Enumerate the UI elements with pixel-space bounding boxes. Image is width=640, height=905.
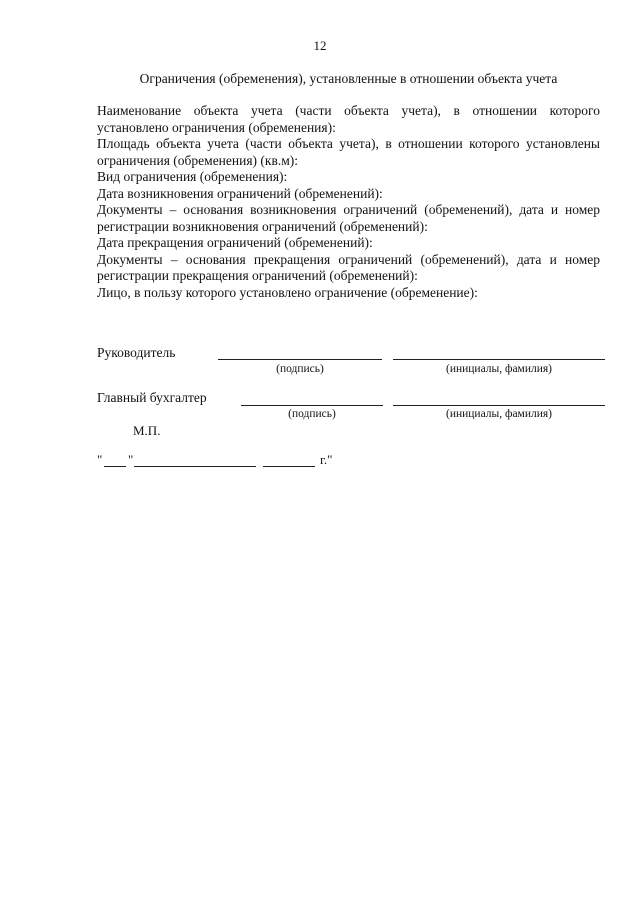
accountant-name-caption: (инициалы, фамилия) (445, 408, 553, 420)
date-year-line (263, 466, 315, 467)
accountant-signature-line (241, 405, 383, 406)
field-restriction-type: Вид ограничения (обременения): (97, 169, 288, 184)
field-object-area: Площадь объекта учета (части объекта учета), в отношении которого установлены ограничения (обременения) (кв.м): (97, 136, 600, 168)
date-open-quote: " (97, 452, 103, 467)
field-start-date: Дата возникновения ограничений (обременений): (97, 185, 383, 201)
head-signature-line (218, 359, 382, 360)
stamp-placeholder: М.П. (133, 423, 161, 438)
head-name-caption: (инициалы, фамилия) (445, 363, 553, 375)
field-end-documents: Документы – основания прекращения ограничений (обременений), дата и номер регистрации прекращения ограничений (обременений): (97, 251, 600, 283)
page-number: 12 (313, 38, 327, 53)
accountant-name-line (393, 405, 605, 406)
head-name-line (393, 359, 605, 360)
field-start-documents: Документы – основания возникновения ограничений (обременений), дата и номер регистрации возникновения ограничений (обременений): (97, 202, 600, 234)
date-close-quote: " (128, 452, 134, 467)
date-day-line (104, 466, 126, 467)
accountant-signature-caption: (подпись) (288, 408, 336, 420)
accountant-label: Главный бухгалтер (97, 390, 207, 405)
date-month-line (134, 466, 256, 467)
field-object-name: Наименование объекта учета (части объекта учета), в отношении которого установлено ограничения (обременения): (97, 103, 600, 135)
head-signature-caption: (подпись) (276, 363, 324, 375)
field-beneficiary: Лицо, в пользу которого установлено ограничение (обременение): (97, 284, 478, 300)
field-list (97, 103, 600, 301)
head-label: Руководитель (97, 345, 176, 360)
section-title: Ограничения (обременения), установленные в отношении объекта учета (139, 71, 558, 86)
field-end-date: Дата прекращения ограничений (обременений): (97, 235, 373, 250)
date-year-suffix: г." (320, 452, 333, 467)
